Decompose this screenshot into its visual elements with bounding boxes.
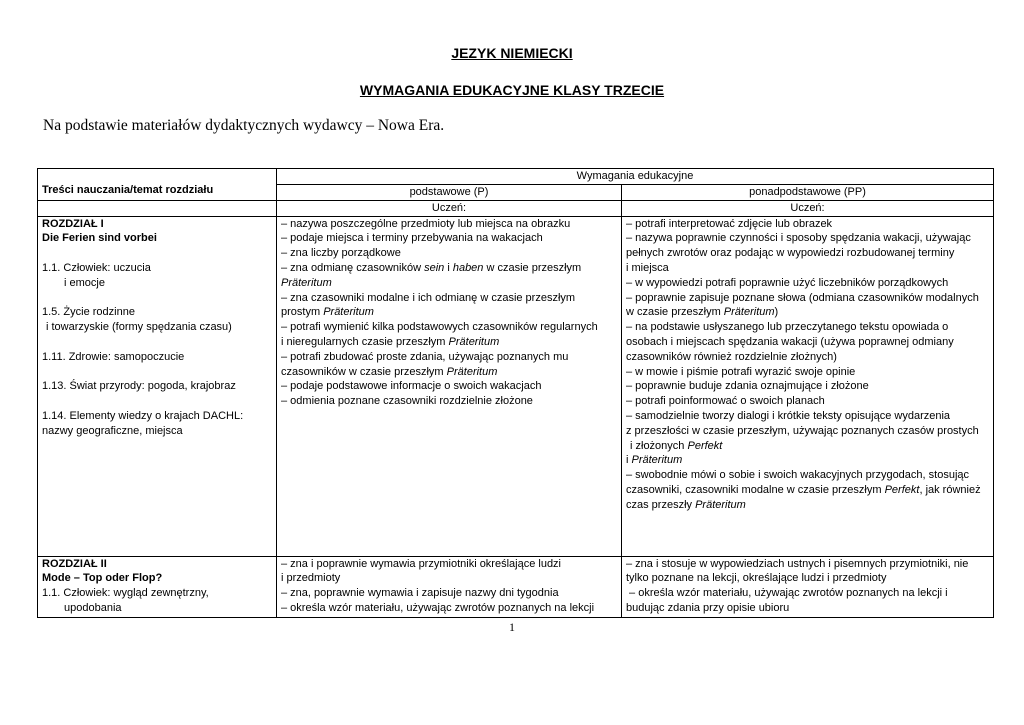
requirement-line: – poprawnie zapisuje poznane słowa (odmiana czasowników modalnych (626, 291, 979, 304)
topic-item: 1.5. Życie rodzinne (42, 306, 135, 319)
chapter-2-extended (622, 556, 994, 617)
requirement-line: budując zdania przy opisie ubioru (626, 601, 790, 614)
requirement-line: – podaje miejsca i terminy przebywania na wakacjach (281, 232, 543, 245)
requirement-line: – w wypowiedzi potrafi poprawnie użyć liczebników porządkowych (626, 276, 949, 289)
requirement-line: w czasie przeszłym Präteritum) (626, 306, 779, 319)
intro-text: Na podstawie materiałów dydaktycznych wydawcy – Nowa Era. (43, 117, 445, 134)
requirement-line: – potrafi interpretować zdjęcie lub obrazek (626, 217, 833, 230)
topic-item: 1.13. Świat przyrody: pogoda, krajobraz (42, 380, 236, 393)
document-title: JEZYK NIEMIECKI (451, 45, 573, 61)
requirement-line: – na podstawie usłyszanego lub przeczytanego tekstu opowiada o (626, 321, 949, 334)
requirement-line: – potrafi zbudować proste zdania, używając poznanych mu (281, 350, 569, 363)
student-label-extended: Uczeń: (622, 200, 994, 216)
requirement-line: – samodzielnie tworzy dialogi i krótkie teksty opisujące wydarzenia (626, 409, 951, 422)
requirement-line: – zna odmianę czasowników sein i haben w czasie przeszłym (281, 261, 582, 274)
topic-item: 1.14. Elementy wiedzy o krajach DACHL: (42, 409, 244, 422)
column-header-requirements: Wymagania edukacyjne (277, 169, 994, 185)
requirement-line: – zna, poprawnie wymawia i zapisuje nazwy dni tygodnia (281, 587, 559, 600)
requirement-line: tylko poznane na lekcji, określające ludzi i przedmioty (626, 572, 887, 585)
topic-item: nazwy geograficzne, miejsca (42, 424, 183, 437)
requirement-line: z przeszłości w czasie przeszłym, używając poznanych czasów prostych (626, 424, 979, 437)
document-subtitle: WYMAGANIA EDUKACYJNE KLASY TRZECIE (359, 82, 665, 98)
chapter-number: ROZDZIAŁ I (42, 217, 104, 230)
topic-item: 1.1. Człowiek: uczucia (42, 261, 151, 274)
requirement-line: i miejsca (626, 261, 669, 274)
topic-item: upodobania (64, 601, 122, 614)
chapter-1-topics (38, 216, 277, 556)
chapter-title: Die Ferien sind vorbei (42, 232, 157, 245)
requirement-line: pełnych zwrotów oraz podając w wypowiedzi rozbudowanej terminy (626, 247, 955, 260)
requirement-line: czasowniki, czasowniki modalne w czasie przeszłym Perfekt, jak również (626, 483, 981, 496)
topic-item: 1.1. Człowiek: wygląd zewnętrzny, (42, 587, 209, 600)
requirement-line: czasowników również rozdzielnie złożnych) (626, 350, 837, 363)
requirement-line: – zna czasowniki modalne i ich odmianę w czasie przeszłym (281, 291, 576, 304)
requirement-line: – określa wzór materiału, używając zwrotów poznanych na lekcji (281, 601, 595, 614)
requirement-line: – odmienia poznane czasowniki rozdzielnie złożone (281, 395, 533, 408)
requirement-line: – poprawnie buduje zdania oznajmujące i złożone (626, 380, 869, 393)
requirement-line: i złożonych Perfekt (630, 439, 723, 452)
requirement-line: – nazywa poszczególne przedmioty lub miejsca na obrazku (281, 217, 571, 230)
chapter-1-extended (622, 216, 994, 556)
requirement-line: prostym Präteritum (281, 306, 374, 319)
chapter-2-basic (277, 556, 622, 617)
column-header-extended: ponadpodstawowe (PP) (622, 185, 994, 201)
column-header-basic: podstawowe (P) (277, 185, 622, 201)
column-header-topics: Treści nauczania/temat rozdziału (38, 169, 277, 201)
requirement-line: i przedmioty (281, 572, 341, 585)
student-label-basic: Uczeń: (277, 200, 622, 216)
topic-item: 1.11. Zdrowie: samopoczucie (42, 350, 185, 363)
requirement-line: – w mowie i piśmie potrafi wyrazić swoje opinie (626, 365, 856, 378)
requirement-line: – podaje podstawowe informacje o swoich wakacjach (281, 380, 542, 393)
requirement-line: – swobodnie mówi o sobie i swoich wakacyjnych przygodach, stosując (626, 469, 970, 482)
chapter-title: Mode – Top oder Flop? (42, 572, 163, 585)
requirement-line: czasowników w czasie przeszłym Präteritum (281, 365, 498, 378)
chapter-2-topics (38, 556, 277, 617)
requirement-line: – potrafi poinformować o swoich planach (626, 395, 825, 408)
requirement-line: – nazywa poprawnie czynności i sposoby spędzania wakacji, używając (626, 232, 971, 245)
requirement-line: – zna i poprawnie wymawia przymiotniki określające ludzi (281, 557, 562, 570)
topic-item: i towarzyskie (formy spędzania czasu) (46, 321, 232, 334)
requirement-line: czas przeszły Präteritum (626, 498, 746, 511)
requirement-line: osobach i miejscach spędzania wakacji (używa poprawnej odmiany (626, 335, 954, 348)
requirement-line: i nieregularnych czasie przeszłym Präteritum (281, 335, 500, 348)
requirement-line: – zna i stosuje w wypowiedziach ustnych i pisemnych przymiotniki, nie (626, 557, 969, 570)
requirement-line: i Präteritum (626, 454, 683, 467)
requirement-line: – określa wzór materiału, używając zwrotów poznanych na lekcji i (626, 587, 948, 600)
requirements-table (37, 168, 994, 618)
page-number: 1 (509, 620, 515, 634)
requirement-line: – zna liczby porządkowe (281, 247, 401, 260)
empty-cell (38, 200, 277, 216)
chapter-1-basic (277, 216, 622, 556)
requirement-line: – potrafi wymienić kilka podstawowych czasowników regularnych (281, 321, 598, 334)
topic-item: i emocje (64, 276, 105, 289)
chapter-number: ROZDZIAŁ II (42, 557, 107, 570)
requirement-line: Präteritum (281, 276, 332, 289)
